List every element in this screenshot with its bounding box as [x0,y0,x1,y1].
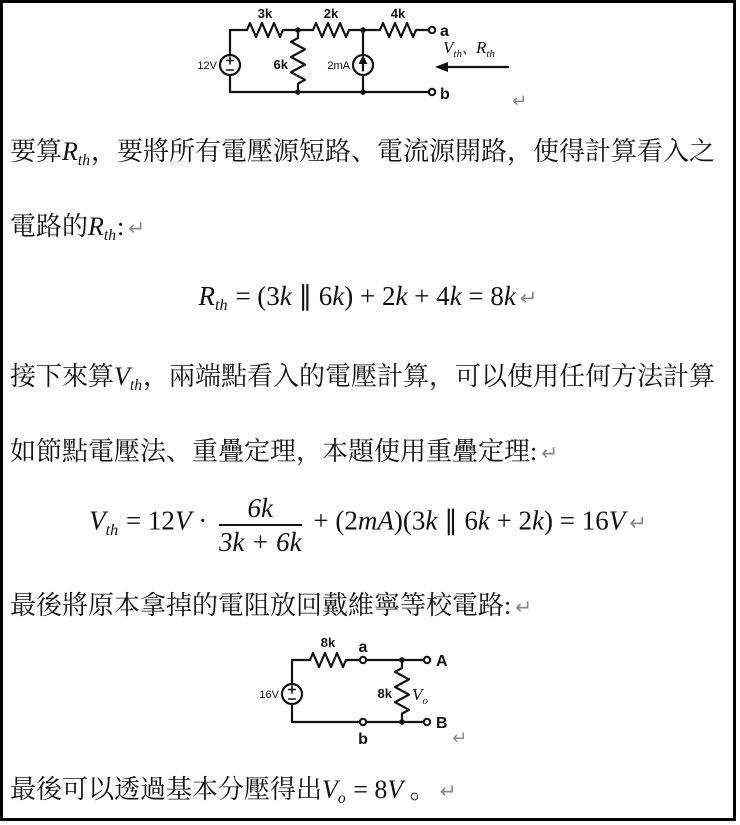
text-segment: + (2 [306,505,358,536]
resistor-4k [380,23,416,37]
return-mark: ↵ [541,441,559,465]
text-segment: k [279,281,292,311]
formula-rth [0,281,736,312]
node-dot [360,89,366,95]
text-segment: = (3 [228,281,280,311]
text-segment: · [191,505,214,536]
paragraph-vth-line1 [10,356,715,393]
resistor-3k-label: 3k [257,6,273,21]
return-mark: ↵ [439,779,457,803]
text-segment: 要算 [10,137,63,166]
text-segment: k [449,281,462,311]
resistor-8k-load-label: 8k [377,686,392,701]
resistor-6k [291,30,305,92]
circuit-diagram-original [190,0,545,120]
text-segment: V [114,362,130,391]
text-segment: = 8 [346,775,388,804]
text-segment: = 8 [461,281,504,311]
paragraph-restore-resistor [10,585,532,622]
vo-annotation: $V_o$ [412,685,428,707]
text-segment: 電路的 [10,212,89,241]
return-mark: ↵ [128,216,146,240]
text-segment: R [88,212,104,241]
plus-sign [227,57,234,64]
text-segment: = 12 [119,505,175,536]
node-a-circle [360,657,366,663]
return-mark: ↵ [519,285,538,310]
plus-sign [289,686,296,693]
text-segment: 。 [403,775,436,804]
text-segment: R [62,137,78,166]
node-b-circle [360,719,366,725]
terminal-a-label: a [440,23,449,40]
node-a-label: a [358,639,368,656]
text-segment: th [214,295,228,314]
resistor-8k-series [310,653,346,667]
node-dot [295,27,301,33]
text-segment: + 4 [407,281,450,311]
text-segment: ) + 2 [344,281,396,311]
voltage-source-label: 12V [197,60,217,72]
current-source-label: 2mA [327,60,350,72]
text-segment: th [103,226,117,244]
paragraph-rth-line1 [10,131,715,168]
terminal-B-label: B [436,715,448,732]
text-segment: )(3 [393,505,426,536]
text-segment: ) = 16 [544,505,609,536]
paragraph-rth-line2 [10,206,145,243]
text-segment: V [89,505,106,536]
text-segment: ，兩端點看入的電壓計算，可以使用任何方法計算 [143,362,716,391]
text-segment: V [174,505,192,536]
text-segment: V [387,775,404,804]
resistor-8k-series-label: 8k [320,635,336,650]
terminal-B-circle [424,719,430,725]
node-dot [399,657,405,663]
text-segment: th [105,520,119,539]
terminal-b-circle [429,89,435,95]
return-mark: ↵ [515,595,533,619]
paragraph-vth-line2 [10,431,558,468]
terminal-b-label: b [440,86,450,103]
text-segment: mA [357,505,394,536]
text-segment: 最後將原本拿掉的電阻放回戴維寧等校電路: [10,591,512,620]
text-segment: k [503,281,516,311]
text-segment: V [608,505,626,536]
text-segment: k [332,281,345,311]
terminal-A-label: A [436,653,448,670]
text-segment: 最後可以透過基本分壓得出 [10,775,323,804]
thevenin-annotation: $V_{th}^、R_{th}$ [443,38,495,60]
terminal-A-circle [424,657,430,663]
terminal-a-circle [429,27,435,33]
text-segment: 接下來算 [10,362,115,391]
text-segment: th [77,151,91,169]
text-segment: ∥ 6 [437,505,478,536]
text-segment: ∥ 6 [291,281,333,311]
paragraph-return-mark: ↵ [512,91,528,112]
return-mark: ↵ [629,509,647,535]
text-segment: k [425,505,438,536]
text-segment: k [395,281,408,311]
resistor-2k [313,23,349,37]
paragraph-conclusion [10,769,457,806]
text-segment: ，要將所有電壓源短路、電流源開路，使得計算看入之 [91,137,716,166]
resistor-4k-label: 4k [390,6,406,21]
text-segment: th [129,376,143,394]
circuit-diagram-thevenin [230,630,515,755]
node-b-label: b [358,731,368,748]
text-segment: + 2 [489,505,533,536]
node-dot [399,719,405,725]
text-segment: R [198,281,215,311]
resistor-8k-load [395,660,409,722]
text-segment: k [532,505,545,536]
thevenin-arrow-head [435,62,448,72]
text-segment: V [322,775,338,804]
text-segment: 如節點電壓法、重疊定理，本題使用重疊定理: [10,437,538,466]
resistor-2k-label: 2k [323,6,339,21]
text-segment: o [337,789,346,807]
voltage-source-label: 16V [259,689,279,701]
formula-vth [0,493,736,557]
fraction: $\frac{6k}{3k + 6k}$ [218,493,302,558]
text-segment: k [477,505,490,536]
paragraph-return-mark: ↵ [452,728,468,749]
resistor-3k [247,23,283,37]
node-dot [295,89,301,95]
resistor-6k-label: 6k [273,57,288,72]
node-dot [360,27,366,33]
text-segment: : [117,212,125,241]
